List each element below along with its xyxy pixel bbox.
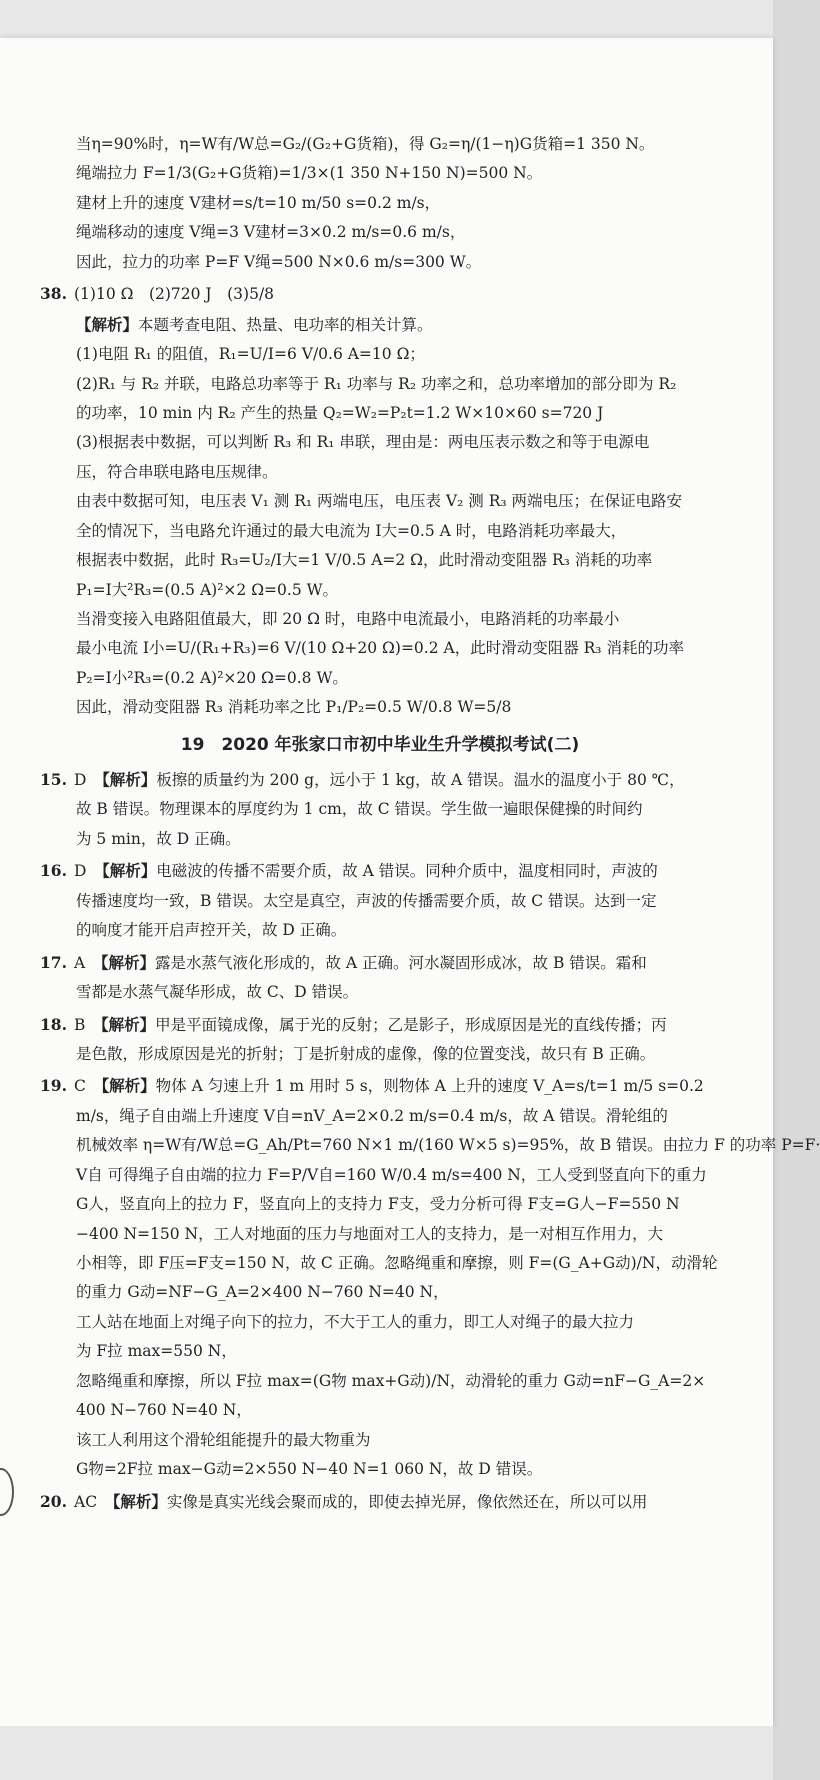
text-line: 的重力 G动=NF−G_A=2×400 N−760 N=40 N， <box>76 1283 449 1302</box>
text-line: 甲是平面镜成像，属于光的反射；乙是影子，形成原因是光的直线传播；丙 <box>155 1015 667 1034</box>
section-title: 19 2020 年张家口市初中毕业生升学模拟考试(二) <box>180 734 580 755</box>
question-20 <box>40 1487 720 1517</box>
question-number: 20. <box>40 1491 67 1511</box>
text-line: P₂=I小²R₃=(0.2 A)²×20 Ω=0.8 W。 <box>76 668 348 687</box>
text-line: 因此，拉力的功率 P=F V绳=500 N×0.6 m/s=300 W。 <box>76 252 482 271</box>
text-line: 小相等，即 F压=F支=150 N，故 C 正确。忽略绳重和摩擦，则 F=(G_A+G动)/N，动滑轮 <box>76 1254 718 1273</box>
text-line: 实像是真实光线会聚而成的，即使去掉光屏，像依然还在，所以可以用 <box>166 1492 648 1511</box>
text-line: 是色散，形成原因是光的折射；丁是折射成的虚像，像的位置变浅，故只有 B 正确。 <box>76 1044 656 1063</box>
text-line: 忽略绳重和摩擦，所以 F拉 max=(G物 max+G动)/N，动滑轮的重力 G动=nF−G_A=2× <box>76 1371 706 1390</box>
text-line: P₁=I大²R₃=(0.5 A)²×2 Ω=0.5 W。 <box>76 580 339 599</box>
text-line: 故 B 错误。物理课本的厚度约为 1 cm，故 C 错误。学生做一遍眼保健操的时间约 <box>76 800 643 819</box>
text-line: (1)电阻 R₁ 的阻值，R₁=U/I=6 V/0.6 A=10 Ω； <box>76 345 425 364</box>
text-line: 压，符合串联电路电压规律。 <box>76 462 278 481</box>
text-line: 传播速度均一致，B 错误。太空是真空，声波的传播需要介质，故 C 错误。达到一定 <box>76 891 657 910</box>
text-line: 该工人利用这个滑轮组能提升的最大物重为 <box>76 1430 371 1449</box>
text-line: (3)根据表中数据，可以判断 R₃ 和 R₁ 串联，理由是：两电压表示数之和等于电源电 <box>76 433 650 452</box>
text-line: 400 N−760 N=40 N， <box>76 1401 252 1420</box>
text-line: 当滑变接入电路阻值最大，即 20 Ω 时，电路中电流最小，电路消耗的功率最小 <box>76 610 620 628</box>
question-19 <box>40 1071 820 1484</box>
answer-summary: (1)10 Ω (2)720 J (3)5/8 <box>74 285 275 304</box>
text-line: 建材上升的速度 V建材=s/t=10 m/50 s=0.2 m/s， <box>76 193 441 212</box>
viewer-top-bar <box>0 0 773 38</box>
analysis-tag: 【解析】 <box>76 314 139 334</box>
analysis-tag: 【解析】 <box>100 952 155 972</box>
text-line: 为 5 min，故 D 正确。 <box>76 829 241 848</box>
q37-continuation <box>40 130 720 277</box>
question-number: 18. <box>40 1014 67 1034</box>
text-line: 由表中数据可知，电压表 V₁ 测 R₁ 两端电压，电压表 V₂ 测 R₃ 两端电压；在保证电路安 <box>76 492 683 511</box>
text-line: 露是水蒸气液化形成的，故 A 正确。河水凝固形成冰，故 B 错误。霜和 <box>154 953 647 972</box>
analysis-tag: 【解析】 <box>101 1076 156 1096</box>
answer-choice: D <box>74 862 87 881</box>
text-line: 机械效率 η=W有/W总=G_Ah/Pt=760 N×1 m/(160 W×5 s)=95%，故 B 错误。由拉力 F 的功率 P=F· <box>76 1136 820 1155</box>
text-line: 电磁波的传播不需要介质，故 A 错误。同种介质中，温度相同时，声波的 <box>156 862 658 881</box>
answer-choice: C <box>74 1077 86 1096</box>
text-line: 绳端拉力 F=1/3(G₂+G货箱)=1/3×(1 350 N+150 N)=500 N。 <box>76 164 543 183</box>
question-number: 38. <box>40 284 67 304</box>
text-line: 绳端移动的速度 V绳=3 V建材=3×0.2 m/s=0.6 m/s， <box>76 223 466 242</box>
page-content <box>40 130 820 1517</box>
answer-choice: A <box>74 953 86 972</box>
analysis-tag: 【解析】 <box>101 770 157 790</box>
answer-choice: B <box>74 1015 86 1034</box>
question-17 <box>40 948 720 1008</box>
text-line: −400 N=150 N，工人对地面的压力与地面对工人的支持力，是一对相互作用力，大 <box>76 1224 664 1243</box>
text-line: 板擦的质量约为 200 g，远小于 1 kg，故 A 错误。温水的温度小于 80 ℃， <box>156 771 685 790</box>
text-line: G物=2F拉 max−G动=2×550 N−40 N=1 060 N，故 D 错误。 <box>76 1460 543 1479</box>
analysis-tag: 【解析】 <box>101 861 157 881</box>
text-line: 的功率，10 min 内 R₂ 产生的热量 Q₂=W₂=P₂t=1.2 W×10×60 s=720 J <box>76 403 604 422</box>
analysis-tag: 【解析】 <box>112 1491 167 1511</box>
text-line: 工人站在地面上对绳子向下的拉力，不大于工人的重力，即工人对绳子的最大拉力 <box>76 1312 635 1331</box>
text-line: 最小电流 I小=U/(R₁+R₃)=6 V/(10 Ω+20 Ω)=0.2 A，此时滑动变阻器 R₃ 消耗的功率 <box>76 639 684 658</box>
text-line: 根据表中数据，此时 R₃=U₂/I大=1 V/0.5 A=2 Ω，此时滑动变阻器 R₃ 消耗的功率 <box>76 551 653 570</box>
answer-choice: D <box>74 771 87 790</box>
text-line: 当η=90%时，η=W有/W总=G₂/(G₂+G货箱)，得 G₂=η/(1−η)G货箱=1 350 N。 <box>76 135 655 153</box>
question-number: 16. <box>40 861 67 881</box>
text-line: 全的情况下，当电路允许通过的最大电流为 I大=0.5 A 时，电路消耗功率最大， <box>76 521 627 540</box>
text-line: 的响度才能开启声控开关，故 D 正确。 <box>76 921 347 940</box>
question-16 <box>40 856 720 945</box>
text-line: 因此，滑动变阻器 R₃ 消耗功率之比 P₁/P₂=0.5 W/0.8 W=5/8 <box>76 698 512 717</box>
analysis-intro: 本题考查电阻、热量、电功率的相关计算。 <box>138 315 433 334</box>
text-line: m/s，绳子自由端上升速度 V自=nV_A=2×0.2 m/s=0.4 m/s，故 A 错误。滑轮组的 <box>76 1106 668 1125</box>
question-number: 19. <box>40 1076 67 1096</box>
text-line: (2)R₁ 与 R₂ 并联，电路总功率等于 R₁ 功率与 R₂ 功率之和，总功率增加的部分即为 R₂ <box>76 374 677 393</box>
viewer-bottom-bar <box>0 1726 773 1780</box>
question-number: 15. <box>40 770 67 790</box>
text-line: V自 可得绳子自由端的拉力 F=P/V自=160 W/0.4 m/s=400 N，工人受到竖直向下的重力 <box>76 1165 707 1184</box>
question-number: 17. <box>40 952 67 972</box>
text-line: G人，竖直向上的拉力 F，竖直向上的支持力 F支，受力分析可得 F支=G人−F=550 N <box>76 1195 680 1214</box>
question-18 <box>40 1010 720 1070</box>
question-38 <box>40 279 720 723</box>
text-line: 雪都是水蒸气凝华形成，故 C、D 错误。 <box>76 983 359 1002</box>
analysis-tag: 【解析】 <box>100 1014 156 1034</box>
binding-hole-mark <box>0 1468 14 1516</box>
answer-choice: AC <box>74 1492 98 1511</box>
text-line: 物体 A 匀速上升 1 m 用时 5 s，则物体 A 上升的速度 V_A=s/t=1 m/5 s=0.2 <box>155 1077 704 1096</box>
text-line: 为 F拉 max=550 N， <box>76 1342 237 1361</box>
question-15 <box>40 765 720 854</box>
